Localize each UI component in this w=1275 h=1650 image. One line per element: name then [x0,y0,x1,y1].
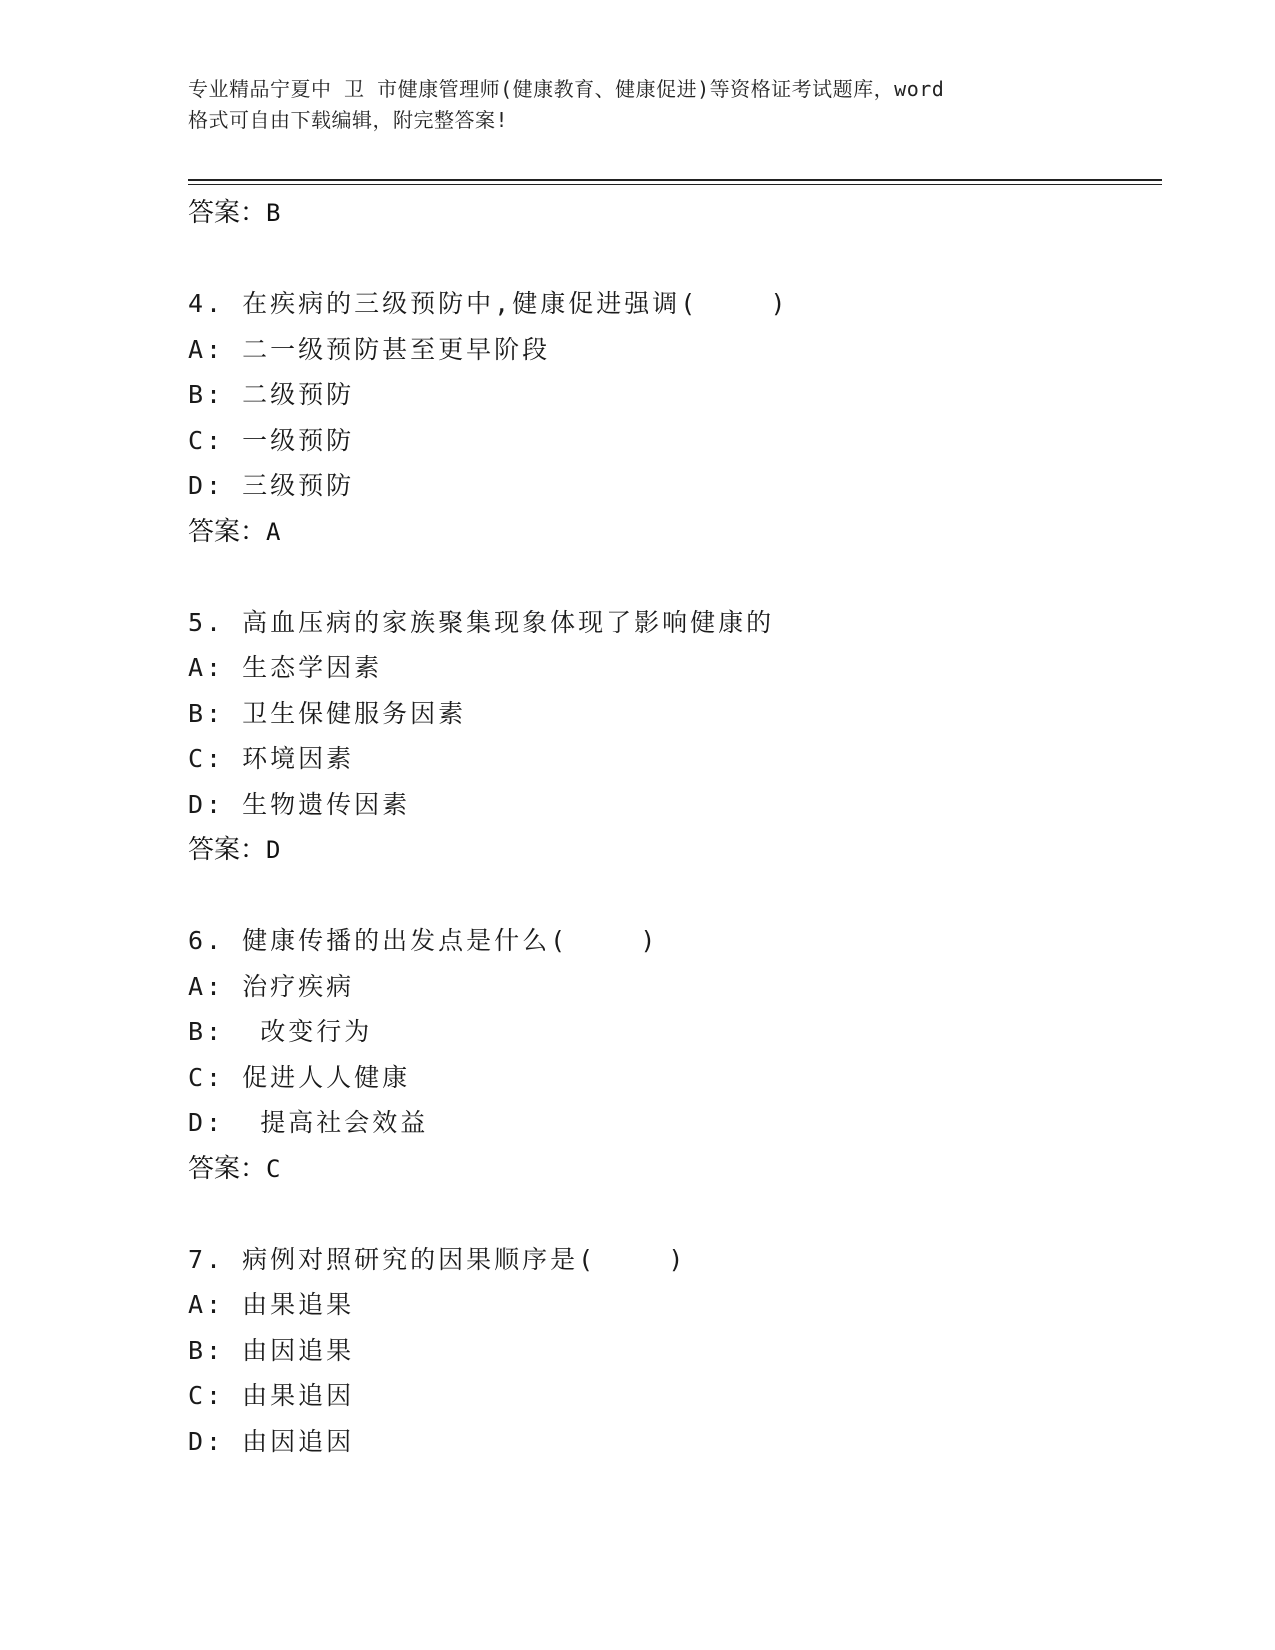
question-4-option-d: D: 三级预防 [188,471,355,500]
question-4-text: 4. 在疾病的三级预防中,健康促进强调( ) [188,289,789,318]
question-7-option-b: B: 由因追果 [188,1335,355,1365]
spacer [188,1192,1148,1237]
header-divider-thick [188,179,1162,181]
answer-line [188,190,1148,236]
document-header [188,74,1088,136]
answer-label: 答案： [188,198,267,228]
question-5-option-d: D: 生物遗传因素 [188,789,411,819]
question-6-option-a: A: 治疗疾病 [188,971,355,1001]
question-4-option-c: C: 一级预防 [188,425,355,455]
header-line-2: 格式可自由下载编辑，附完整答案! [188,108,509,132]
header-line-1: 专业精品宁夏中 卫 市健康管理师(健康教育、健康促进)等资格证考试题库，word [188,77,945,101]
spacer [188,873,1148,918]
question-4-option-b: B: 二级预防 [188,380,355,409]
spacer [188,236,1148,281]
spacer [188,555,1148,600]
question-5-option-a: A: 生态学因素 [188,653,383,682]
question-4-answer [188,509,1148,555]
answer-label: 答案： [188,835,267,865]
question-7-text: 7. 病例对照研究的因果顺序是( ) [188,1244,687,1274]
answer-value: C [266,1154,281,1183]
answer-value: D [266,836,281,864]
question-5-option-b: B: 卫生保健服务因素 [188,698,467,728]
answer-value: A [266,517,281,546]
question-5-text: 5. 高血压病的家族聚集现象体现了影响健康的 [188,607,775,637]
question-6-answer [188,1146,1148,1192]
question-7-option-d: D: 由因追因 [188,1426,355,1456]
question-7-option-c: C: 由果追因 [188,1381,355,1410]
question-7-option-a: A: 由果追果 [188,1290,355,1319]
question-6-text: 6. 健康传播的出发点是什么( ) [188,926,659,955]
question-6-option-b: B: 改变行为 [188,1017,373,1046]
question-5-option-c: C: 环境因素 [188,744,355,773]
header-divider-thin [188,184,1162,185]
answer-value: B [266,199,281,227]
answer-label: 答案： [188,1153,267,1184]
question-5-answer [188,827,1148,873]
question-6-option-c: C: 促进人人健康 [188,1062,411,1092]
answer-label: 答案： [188,516,267,547]
question-6-option-d: D: 提高社会效益 [188,1108,429,1137]
question-list [188,190,1148,1464]
question-4-option-a: A: 二一级预防甚至更早阶段 [188,334,551,364]
